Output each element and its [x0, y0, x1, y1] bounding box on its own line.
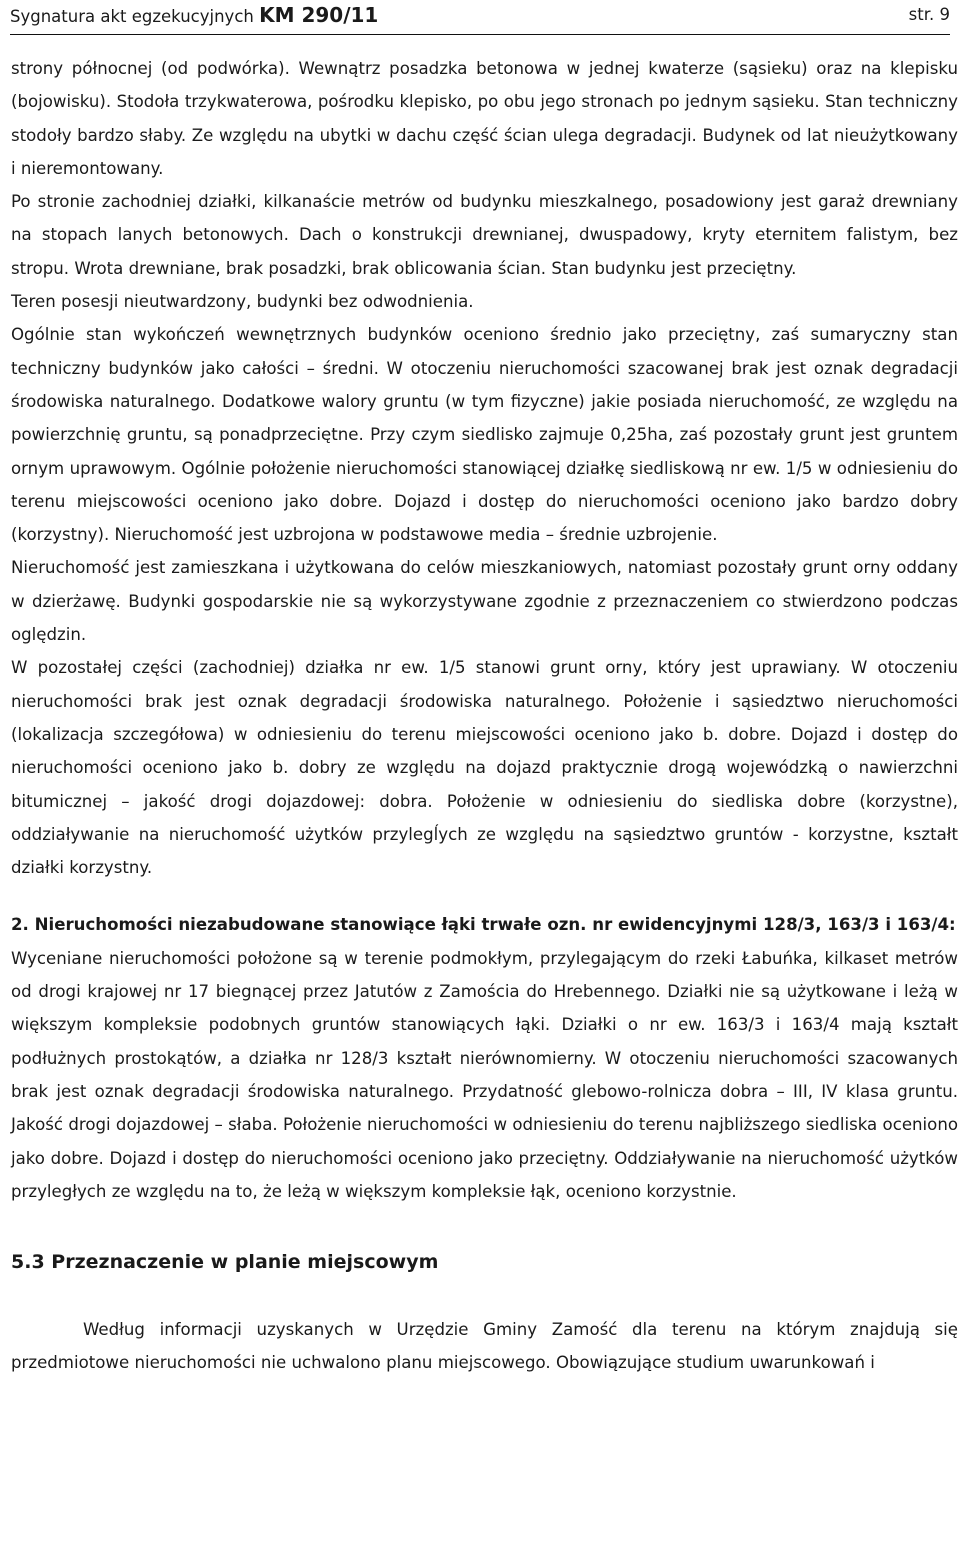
document-signature [10, 3, 378, 27]
signature-prefix: Sygnatura akt egzekucyjnych [10, 7, 260, 26]
paragraph-property-surface: Teren posesji nieutwardzony, budynki bez odwodnienia. [11, 292, 474, 312]
document-body [11, 52, 958, 1380]
spacer [11, 884, 958, 908]
paragraph-remaining-plot: W pozostałej części (zachodniej) działka nr ew. 1/5 stanowi grunt orny, który jest uprawiany. W otoczeniu nieruchomości brak jest oznak degradacji środowiska naturalnego. Położenie i sąsiedztwo nieruchomości (lokalizacja szczegółowa) w odniesieniu do terenu miejscowości oceniono jako b. dobre. Dojazd i dostęp do nieruchomości oceniono jako b. dobry ze względu na dojazd praktycznie drogą wojewódzką o nawierzchni bitumicznej – jakość drogi dojazdowej: dobra. Położenie w odniesieniu do siedliska dobre (korzystne), oddziaływanie na nieruchomość użytków przylegĺych ze względu na sąsiedztwo gruntów - korzystne, kształt działki korzystny. [11, 658, 958, 878]
section-heading-meadows: 2. Nieruchomości niezabudowane stanowiące łąki trwałe ozn. nr ewidencyjnymi 128/3, 163/3 i 163/4: [11, 915, 956, 935]
paragraph-general-condition: Ogólnie stan wykończeń wewnętrznych budynków oceniono średnio jako przeciętny, zaś sumaryczny stan techniczny budynków jako całości – średni. W otoczeniu nieruchomości szacowanej brak jest oznak degradacji środowiska naturalnego. Dodatkowe walory gruntu (w tym fizyczne) jakie posiada nieruchomość, ze względu na powierzchnię gruntu, są ponadprzeciętne. Przy czym siedlisko zajmuje 0,25ha, zaś pozostały grunt jest gruntem ornym uprawowym. Ogólnie położenie nieruchomości stanowiącej działkę siedliskową nr ew. 1/5 w odniesieniu do terenu miejscowości oceniono jako dobre. Dojazd i dostęp do nieruchomości oceniono jako bardzo dobry (korzystny). Nieruchomość jest uzbrojona w podstawowe media – średnie uzbrojenie. [11, 325, 958, 545]
paragraph-usage: Nieruchomość jest zamieszkana i użytkowana do celów mieszkaniowych, natomiast pozostały grunt orny oddany w dzierżawę. Budynki gospodarskie nie są wykorzystywane zgodnie z przeznaczeniem co stwierdzono podczas oględzin. [11, 558, 958, 645]
section-title-local-plan: 5.3 Przeznaczenie w planie miejscowym [11, 1251, 439, 1274]
spacer [11, 1279, 958, 1313]
case-reference: KM 290/11 [259, 3, 379, 27]
page-header [10, 0, 950, 35]
paragraph-local-plan: Według informacji uzyskanych w Urzędzie Gminy Zamość dla terenu na którym znajdują się przedmiotowe nieruchomości nie uchwalono planu miejscowego. Obowiązujące studium uwarunkowań i [11, 1320, 958, 1373]
paragraph-barn-description: strony północnej (od podwórka). Wewnątrz posadzka betonowa w jednej kwaterze (sąsieku) oraz na klepisku (bojowisku). Stodoła trzykwaterowa, pośrodku klepisko, po obu jego stronach po jednym sąsieku. Stan techniczny stodoły bardzo słaby. Ze względu na ubytki w dachu część ścian ulega degradacji. Budynek od lat nieużytkowany i nieremontowany. [11, 59, 958, 178]
page-number: str. 9 [908, 5, 950, 24]
paragraph-garage-description: Po stronie zachodniej działki, kilkanaście metrów od budynku mieszkalnego, posadowiony jest garaż drewniany na stopach lanych betonowych. Dach o konstrukcji drewnianej, dwuspadowy, kryty eternitem falistym, bez stropu. Wrota drewniane, brak posadzki, brak oblicowania ścian. Stan budynku jest przeciętny. [11, 192, 958, 278]
paragraph-meadows-description: Wyceniane nieruchomości położone są w terenie podmokłym, przylegającym do rzeki Łabuńka, kilkaset metrów od drogi krajowej nr 17 biegnącej przez Jatutów z Zamościa do Hrebennego. Działki nie są użytkowane i leżą w większym kompleksie podobnych gruntów stanowiących łąki. Działki o nr ew. 163/3 i 163/4 mają kształt podłużnych prostokątów, a działka nr 128/3 kształt nierównomierny. W otoczeniu nieruchomości szacowanych brak jest oznak degradacji środowiska naturalnego. Przydatność glebowo-rolnicza dobra – III, IV klasa gruntu. Jakość drogi dojazdowej – słaba. Położenie nieruchomości w odniesieniu do terenu najbliższego siedliska oceniono jako dobre. Dojazd i dostęp do nieruchomości oceniono jako przeciętny. Oddziaływanie na nieruchomość użytków przyległych ze względu na to, że leżą w większym kompleksie łąk, oceniono korzystnie. [11, 948, 958, 1201]
spacer [11, 1208, 958, 1246]
